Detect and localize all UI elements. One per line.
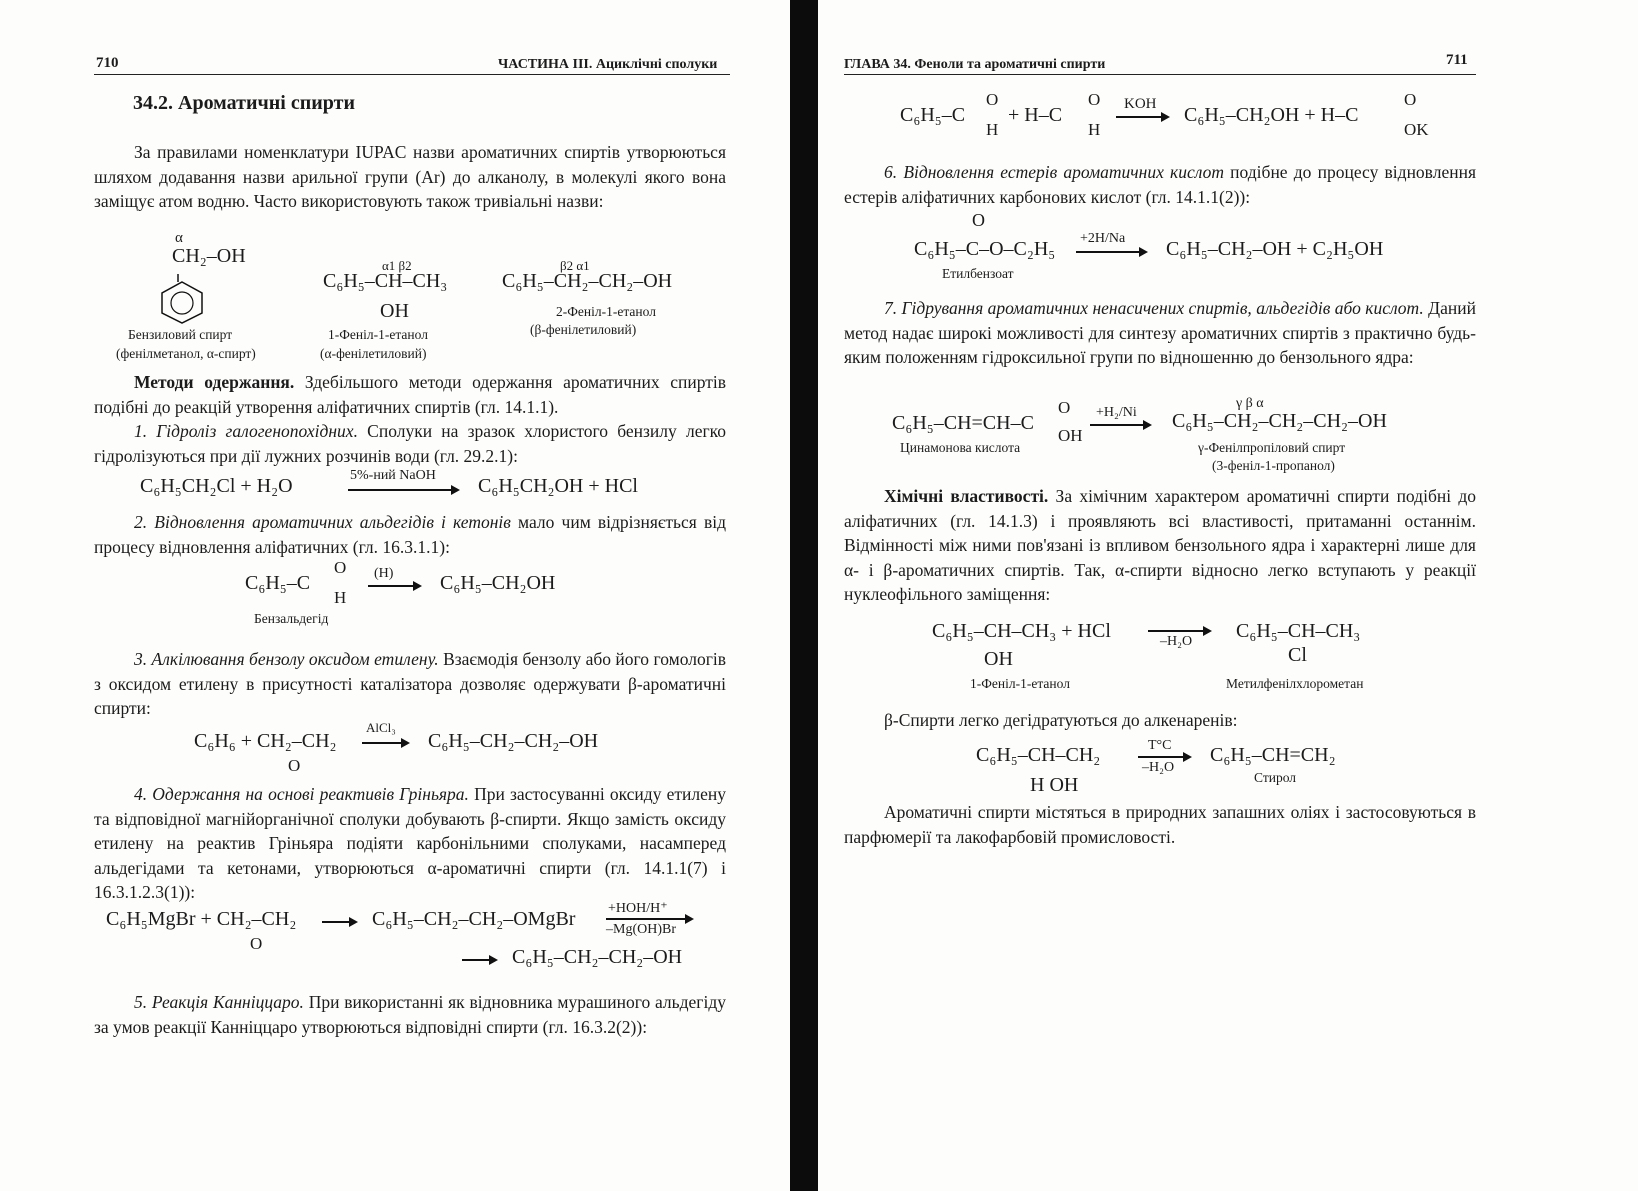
eq7-condition: +H₂/Ni xyxy=(1096,405,1137,420)
eq8-condition: –H₂O xyxy=(1160,634,1193,649)
eq9-arrow-icon xyxy=(1138,756,1190,758)
book-spine xyxy=(790,0,820,1191)
struct2-synonym: (α-фенілетиловий) xyxy=(320,346,427,361)
method1-heading: 1. Гідроліз галогенопохідних. xyxy=(134,421,358,441)
struct3-locants: β2 α1 xyxy=(560,258,590,273)
eq8-reactants: C₆H₅–CH–CH₃ + HCl xyxy=(932,620,1111,642)
struct3-synonym: (β-фенілетиловий) xyxy=(530,322,637,337)
eq9-product: C₆H₅–CH=CH₂ xyxy=(1210,744,1336,766)
eq5-oxygen2: O xyxy=(1088,90,1101,109)
method3-paragraph xyxy=(94,647,726,721)
eq6-products: C₆H₅–CH₂–OH + C₂H₅OH xyxy=(1166,238,1384,260)
eq2-product: C₆H₅–CH₂OH xyxy=(440,572,556,594)
chem-properties-text: За хімічним характером ароматичні спирти подібні до аліфатичних (гл. 14.1.3) і проявляють всі властивості, притаманні останнім. Відмінності між ними пов'язані із впливом бензольного ядра і характерні лише для α- і β-ароматичних спиртів. Так, α-спирти відносно легко вступають у реакції нуклеофільного заміщення: xyxy=(844,486,1476,604)
eq4-arrow3-icon xyxy=(462,959,496,961)
eq7-name-right: γ-Фенілпропіловий спирт xyxy=(1198,440,1346,455)
running-header-right: ГЛАВА 34. Феноли та ароматичні спирти xyxy=(844,57,1106,72)
running-header-left: ЧАСТИНА III. Ациклічні сполуки xyxy=(498,57,718,72)
eq2-arrow-icon xyxy=(368,585,420,587)
eq4-intermediate: C₆H₅–CH₂–CH₂–OMgBr xyxy=(372,908,576,930)
eq8-hydroxyl: OH xyxy=(984,648,1013,670)
eq7-reactant: C₆H₅–CH=CH–C xyxy=(892,412,1034,434)
eq5-oxygen1: O xyxy=(986,90,999,109)
chem-properties-heading: Хімічні властивості. xyxy=(884,486,1049,506)
eq9-condition2: –H₂O xyxy=(1142,760,1175,775)
page-number-right: 711 xyxy=(1446,52,1468,68)
eq6-condition: +2H/Na xyxy=(1080,231,1126,246)
eq4-condition2: –Mg(OH)Br xyxy=(606,922,676,937)
eq3-oxygen: O xyxy=(288,756,301,775)
benzene-ring-icon xyxy=(160,272,210,324)
struct1-name: Бензиловий спирт xyxy=(128,327,233,342)
struct2-locants: α1 β2 xyxy=(382,258,412,273)
eq1-arrow-icon xyxy=(348,489,458,491)
method3-text: Взаємодія бензолу або його гомологів з оксидом етилену в присутності каталізатора дозволяє одержувати β-ароматичні спирти: xyxy=(94,649,727,718)
section-title: 34.2. Ароматичні спирти xyxy=(133,92,355,114)
eq4-condition1: +HOH/H⁺ xyxy=(608,901,668,916)
page-number-left: 710 xyxy=(96,55,119,71)
eq6-reactant: C₆H₅–C–O–C₂H₅ xyxy=(914,238,1056,260)
method5-paragraph xyxy=(94,990,726,1039)
eq5-oxygen3: O xyxy=(1404,90,1417,109)
methods-heading: Методи одержання. xyxy=(134,372,295,392)
eq4-oxygen: O xyxy=(250,934,263,953)
eq9-h-oh: H OH xyxy=(1030,774,1079,796)
eq7-locants: γ β α xyxy=(1236,396,1264,411)
eq8-name-right: Метилфенілхлорометан xyxy=(1226,676,1364,691)
eq2-hydrogen: H xyxy=(334,588,347,607)
method3-heading: 3. Алкілювання бензолу оксидом етилену. xyxy=(134,649,439,669)
eq4-reactants: C₆H₅MgBr + CH₂–CH₂ xyxy=(106,908,297,930)
eq3-reactants: C₆H₆ + CH₂–CH₂ xyxy=(194,730,337,752)
method4-paragraph xyxy=(94,782,726,905)
eq2-name: Бензальдегід xyxy=(254,611,329,626)
eq3-product: C₆H₅–CH₂–CH₂–OH xyxy=(428,730,599,752)
eq6-oxygen: O xyxy=(972,210,985,230)
method7-text: Даний метод надає широкі можливості для синтезу ароматичних спиртів з практично будь-яким положенням гідроксильної групи по відношенню до бензольного ядра: xyxy=(844,298,1476,367)
method6-text: подібне до процесу відновлення естерів аліфатичних карбонових кислот (гл. 14.1.1(2)): xyxy=(844,162,1476,207)
eq5-reactant2: + H–C xyxy=(1008,104,1063,126)
eq7-name-right-synonym: (3-феніл-1-пропанол) xyxy=(1212,458,1335,473)
right-page xyxy=(818,0,1638,1191)
struct3-formula: C₆H₅–CH₂–CH₂–OH xyxy=(502,270,673,292)
method4-text: При застосуванні оксиду етилену та відповідної магнійорганічної сполуки добувають β-спирти. Якщо замість оксиду етилену на реактив Гріньяра подіяти карбонільними сполуками, насамперед альдегідами та кетонами, утворюються α-ароматичні спирти (гл. 14.1.1(7) і 16.3.1.2.3(1)): xyxy=(94,784,726,902)
header-rule-right xyxy=(844,74,1476,75)
intro-paragraph: За правилами номенклатури IUPAC назви ароматичних спиртів утворюються шляхом додавання назви арильної групи (Ar) до алканолу, в молекулі якого вона заміщує атом водню. Часто використовують також тривіальні назви: xyxy=(94,142,726,211)
method5-heading: 5. Реакція Канніццаро. xyxy=(134,992,304,1012)
struct1-alpha: α xyxy=(175,230,183,246)
eq5-hydrogen2: H xyxy=(1088,120,1101,139)
eq2-reactant: C₆H₅–C xyxy=(245,572,311,594)
eq6-arrow-icon xyxy=(1076,251,1146,253)
final-paragraph: Ароматичні спирти містяться в природних запашних оліях і застосовуються в парфюмерії та лакофарбовій промисловості. xyxy=(844,802,1476,847)
eq7-hydroxyl: OH xyxy=(1058,426,1083,445)
eq2-oxygen: O xyxy=(334,558,347,577)
method2-paragraph xyxy=(94,510,726,559)
method1-text: Сполуки на зразок хлористого бензилу легко гідролізуються при дії лужних розчинів води (гл. 29.2.1): xyxy=(94,421,726,466)
eq1-condition: 5%-ний NaOH xyxy=(350,468,436,483)
methods-text: Здебільшого методи одержання ароматичних спиртів подібні до реакцій утворення аліфатичних спиртів (гл. 14.1.1). xyxy=(94,372,726,417)
eq4-arrow1-icon xyxy=(322,921,356,923)
method6-paragraph xyxy=(844,160,1476,209)
eq2-condition: (H) xyxy=(374,566,394,581)
eq7-oxygen: O xyxy=(1058,398,1071,417)
eq5-reactant1: C₆H₅–C xyxy=(900,104,966,126)
method2-heading: 2. Відновлення ароматичних альдегідів і кетонів xyxy=(134,512,511,532)
eq8-name-left: 1-Феніл-1-етанол xyxy=(970,676,1070,691)
eq9-reactant: C₆H₅–CH–CH₂ xyxy=(976,744,1101,766)
eq4-arrow2-icon xyxy=(606,918,692,920)
chem-properties-paragraph xyxy=(844,484,1476,607)
left-page xyxy=(0,0,790,1191)
eq5-arrow-icon xyxy=(1116,116,1168,118)
eq4-product: C₆H₅–CH₂–CH₂–OH xyxy=(512,946,683,968)
method7-paragraph xyxy=(844,296,1476,370)
method4-heading: 4. Одержання на основі реактивів Гріньяра. xyxy=(134,784,469,804)
eq8-chlorine: Cl xyxy=(1288,644,1307,666)
method1-paragraph xyxy=(94,419,726,468)
method5-text: При використанні як відновника мурашиного альдегіду за умов реакції Канніццаро утворюються відповідні спирти (гл. 16.3.2(2)): xyxy=(94,992,726,1037)
struct1-synonyms: (фенілметанол, α-спирт) xyxy=(116,346,256,361)
eq1-reactants: C₆H₅CH₂Cl + H₂O xyxy=(140,475,293,497)
header-rule-left xyxy=(94,74,730,75)
eq5-products: C₆H₅–CH₂OH + H–C xyxy=(1184,104,1359,126)
struct2-oh: OH xyxy=(380,300,409,322)
struct1-formula: CH₂–OH xyxy=(172,245,246,267)
eq6-name: Етилбензоат xyxy=(942,266,1014,281)
eq5-condition: KOH xyxy=(1124,96,1157,112)
struct3-name: 2-Феніл-1-етанол xyxy=(556,304,656,319)
eq8-product: C₆H₅–CH–CH₃ xyxy=(1236,620,1361,642)
eq9-condition1: T°C xyxy=(1148,738,1172,753)
methods-paragraph xyxy=(94,370,726,419)
struct2-formula: C₆H₅–CH–CH₃ xyxy=(323,270,448,292)
eq8-arrow-icon xyxy=(1148,630,1210,632)
eq7-product: C₆H₅–CH₂–CH₂–CH₂–OH xyxy=(1172,410,1387,432)
eq7-arrow-icon xyxy=(1090,424,1150,426)
eq1-products: C₆H₅CH₂OH + HCl xyxy=(478,475,638,497)
eq5-hydrogen1: H xyxy=(986,120,999,139)
beta-alcohols-paragraph: β-Спирти легко дегідратуються до алкенаренів: xyxy=(884,710,1238,730)
eq7-name-left: Цинамонова кислота xyxy=(900,440,1021,455)
struct2-name: 1-Феніл-1-етанол xyxy=(328,327,428,342)
method7-heading: 7. Гідрування ароматичних ненасичених спиртів, альдегідів або кислот. xyxy=(884,298,1424,318)
method2-text: мало чим відрізняється від процесу відновлення аліфатичних (гл. 16.3.1.1): xyxy=(94,512,726,557)
eq3-condition: AlCl₃ xyxy=(366,720,396,735)
eq5-ok: OK xyxy=(1404,120,1429,139)
method6-heading: 6. Відновлення естерів ароматичних кислот xyxy=(884,162,1224,182)
eq9-name: Стирол xyxy=(1254,770,1297,785)
eq3-arrow-icon xyxy=(362,742,408,744)
